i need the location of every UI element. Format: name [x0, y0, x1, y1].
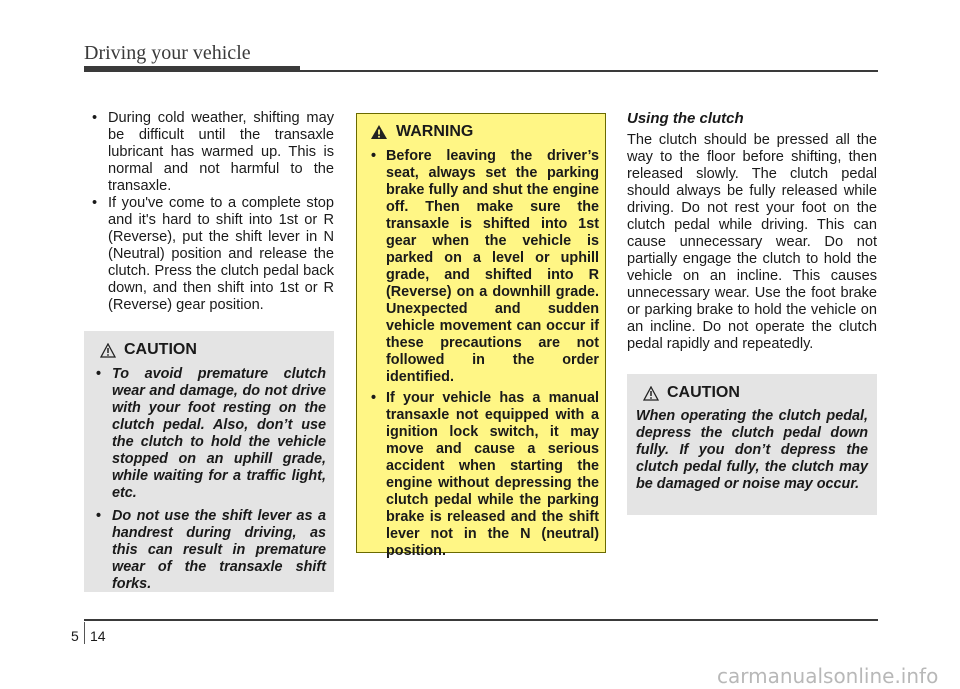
watermark-text: carmanualsonline.info [717, 664, 939, 688]
warning-title: WARNING [396, 123, 474, 140]
header-rule-thick [84, 66, 300, 72]
page-header-title: Driving your vehicle [84, 42, 251, 64]
caution-text: When operating the clutch pedal, depress the clutch pedal down fully. If you don’t depress the clutch pedal fully, the clutch may be damaged or noise may occur. [636, 408, 868, 492]
header-rule-thin [300, 70, 878, 72]
caution-box-left [84, 331, 334, 592]
caution-triangle-icon [100, 343, 116, 358]
section-heading: Using the clutch [627, 110, 744, 127]
caution-triangle-icon [643, 386, 659, 401]
list-item: • Do not use the shift lever as a handrest during driving, as this can result in premature wear of the transaxle shift forks. [90, 508, 326, 593]
warning-list [367, 148, 599, 564]
right-column [627, 110, 877, 353]
list-item: • If your vehicle has a manual transaxle not equipped with a ignition lock switch, it may move and cause a serious accident when starting the engine without depressing the clutch pedal while the parking brake is released and the shift lever not in the N (neutral) position. [367, 390, 599, 560]
caution-box-right [627, 374, 877, 515]
list-item: • Before leaving the driver’s seat, always set the parking brake fully and shut the engine off. Then make sure the transaxle is shifted into 1st gear when the vehicle is parked on a level or uphill grade, and shifted into R (Reverse) on a downhill grade. Unexpected and sudden vehicle movement can occur if these precautions are not followed in the order identified. [367, 148, 599, 386]
warning-header [370, 123, 473, 141]
page-number: 14 [90, 628, 106, 644]
list-item: • If you've come to a complete stop and it's hard to shift into 1st or R (Reverse), put the shift lever in N (Neutral) position and release the clutch. Press the clutch pedal back down, and then shift into 1st or R (Reverse) gear position. [84, 195, 334, 314]
left-column [84, 110, 334, 314]
caution-list [90, 366, 326, 599]
list-item: • To avoid premature clutch wear and damage, do not drive with your foot resting on the clutch pedal. Also, don’t use the clutch to hold the vehicle stopped on an uphill grade, while waiting for a traffic light, etc. [90, 366, 326, 502]
caution-title: CAUTION [124, 341, 197, 358]
left-bullet-list [84, 110, 334, 314]
chapter-number: 5 [71, 628, 79, 644]
warning-triangle-icon [370, 124, 388, 140]
footer-rule [84, 619, 878, 621]
caution-header [643, 384, 740, 402]
caution-header [100, 341, 197, 359]
warning-box [356, 113, 606, 559]
footer-divider [84, 622, 85, 644]
list-item: • During cold weather, shifting may be difficult until the transaxle lubricant has warmed up. This is normal and not harmful to the transaxle. [84, 110, 334, 195]
section-body: The clutch should be pressed all the way to the floor before shifting, then released slowly. The clutch pedal should always be fully released while driving. Do not rest your foot on the clutch pedal while driving. This can cause unnecessary wear. Do not partially engage the clutch to hold the vehicle on an incline. This causes unnecessary wear. Use the foot brake or parking brake to hold the vehicle on an incline. Do not operate the clutch pedal rapidly and repeatedly. [627, 132, 877, 352]
caution-title: CAUTION [667, 384, 740, 401]
